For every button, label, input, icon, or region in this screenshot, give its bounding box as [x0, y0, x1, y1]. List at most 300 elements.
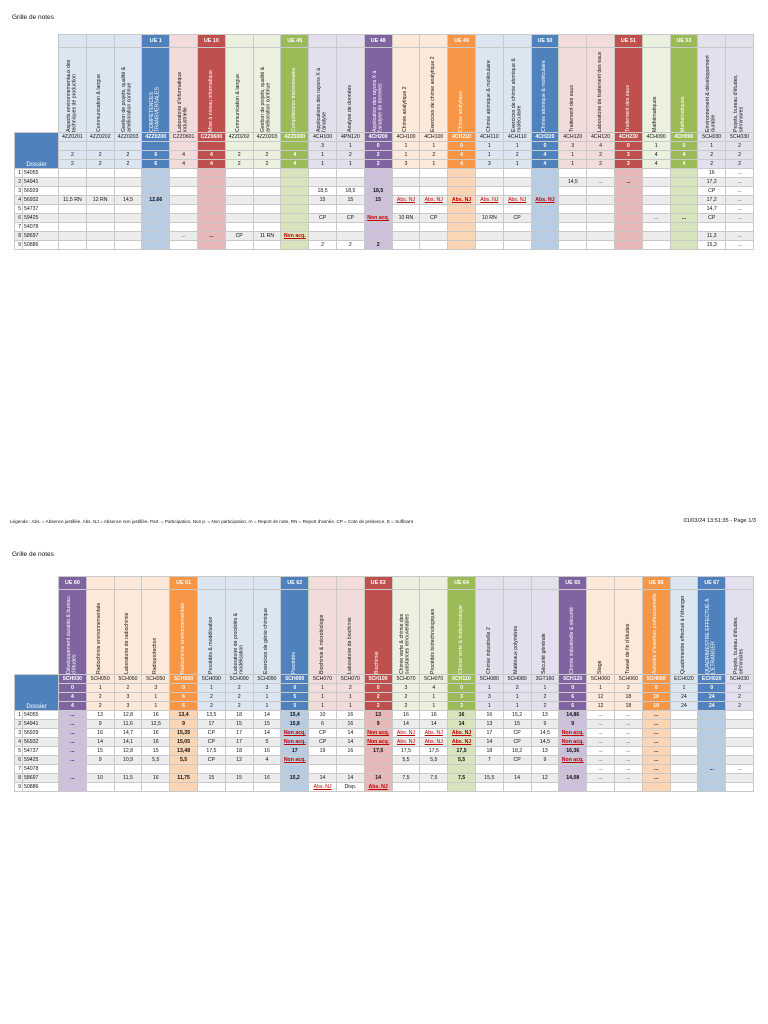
grade-cell — [197, 205, 225, 214]
meta-cell: 5CH070 — [336, 675, 364, 684]
grade-cell — [614, 232, 642, 241]
grade-cell — [698, 783, 726, 792]
meta-cell: 3 — [475, 693, 503, 702]
grade-cell: 9 — [86, 720, 114, 729]
meta-cell — [170, 142, 198, 151]
grade-cell: ... — [642, 214, 670, 223]
meta-cell: 4CH110 — [503, 133, 531, 142]
meta-cell: 4ZZ0201 — [59, 133, 87, 142]
meta-cell: 4CH230 — [614, 133, 642, 142]
grade-cell: 17,2 — [698, 196, 726, 205]
grade-cell: ... — [670, 214, 698, 223]
ue-header-row — [15, 35, 754, 48]
course-label: Analyse de données — [346, 84, 353, 132]
meta-cell: 2 — [531, 702, 559, 711]
grade-cell — [503, 223, 531, 232]
grade-cell — [698, 729, 726, 738]
grade-cell — [670, 178, 698, 187]
meta-cell: 4PN120 — [336, 133, 364, 142]
grade-cell: 14,86 — [559, 711, 587, 720]
course-label: Gestion de projets, qualité & amélioration continue — [260, 66, 272, 132]
meta-cell: 4 — [642, 160, 670, 169]
grade-cell: 15,3 — [698, 241, 726, 250]
meta-cell — [197, 142, 225, 151]
meta-cell: 1 — [336, 142, 364, 151]
meta-cell: ECH020 — [670, 675, 698, 684]
table-row — [15, 720, 754, 729]
grade-cell — [59, 241, 87, 250]
course-name — [225, 48, 253, 133]
grade-cell — [559, 223, 587, 232]
grade-cell — [197, 783, 225, 792]
grade-cell — [448, 169, 476, 178]
meta-cell: 2 — [197, 693, 225, 702]
grade-cell: 17,5 — [197, 747, 225, 756]
grade-cell — [503, 205, 531, 214]
dossier-id: 54941 — [23, 720, 59, 729]
grade-cell — [86, 187, 114, 196]
course-name — [392, 48, 420, 133]
ue-header — [392, 577, 420, 590]
grade-cell — [698, 720, 726, 729]
dossier-id: 54055 — [23, 169, 59, 178]
grade-cell — [726, 774, 754, 783]
grade-cell: 16 — [420, 711, 448, 720]
grade-cell — [587, 783, 615, 792]
course-name — [281, 590, 309, 675]
ue-header: UE 64 — [448, 577, 476, 590]
grade-cell: 16,36 — [559, 747, 587, 756]
meta-cell: 2 — [86, 160, 114, 169]
course-label: Exercices de génie chimique — [263, 607, 270, 674]
grade-cell: ... — [642, 765, 670, 774]
meta-cell: 0 — [59, 684, 87, 693]
grade-cell: 9 — [559, 720, 587, 729]
meta-cell: 5CH030 — [726, 133, 754, 142]
grade-cell: ... — [59, 711, 87, 720]
grade-cell: ... — [642, 756, 670, 765]
grade-cell — [142, 783, 170, 792]
meta-cell: 4 — [59, 693, 87, 702]
meta-cell: 0 — [698, 684, 726, 693]
meta-cell: 2 — [86, 702, 114, 711]
grade-cell: 15 — [253, 720, 281, 729]
course-name — [253, 48, 281, 133]
dossier-id: 50886 — [23, 783, 59, 792]
grade-cell — [86, 205, 114, 214]
meta-cell: 1 — [475, 684, 503, 693]
meta-cell: 5CH050 — [86, 675, 114, 684]
grade-cell — [448, 783, 476, 792]
course-name — [420, 590, 448, 675]
grade-cell: 11,6 — [114, 720, 142, 729]
course-name — [364, 48, 392, 133]
grade-cell — [309, 756, 337, 765]
row-index: 9 — [15, 783, 23, 792]
meta-cell: 0 — [448, 684, 476, 693]
grade-cell — [420, 241, 448, 250]
grade-cell: ... — [587, 711, 615, 720]
table-row — [15, 241, 754, 250]
grade-cell — [309, 169, 337, 178]
meta-cell: 1 — [392, 151, 420, 160]
meta-cell: 1 — [253, 702, 281, 711]
grade-cell: ... — [59, 720, 87, 729]
meta-cell: 2 — [364, 151, 392, 160]
grade-cell — [197, 196, 225, 205]
grade-cell: 11,75 — [170, 774, 198, 783]
grade-cell — [142, 178, 170, 187]
meta-cell: 5CH050 — [142, 675, 170, 684]
grade-cell: 15,2 — [281, 774, 309, 783]
grade-cell — [587, 205, 615, 214]
meta-cell: 18 — [614, 693, 642, 702]
meta-cell: 2 — [225, 693, 253, 702]
grade-cell — [475, 223, 503, 232]
meta-cell: 1 — [336, 702, 364, 711]
course-label: Gestion de projets, qualité & amélioration continue — [121, 66, 133, 132]
grade-cell: 14,1 — [114, 738, 142, 747]
dossier-id: 54737 — [23, 205, 59, 214]
grade-cell — [281, 223, 309, 232]
course-name — [309, 590, 337, 675]
course-label: Chimie analytique 2 — [402, 86, 409, 132]
grade-cell — [503, 187, 531, 196]
ue-header — [392, 35, 420, 48]
course-label: Projets, bureau d'études, séminaires — [732, 74, 745, 132]
grade-cell — [364, 205, 392, 214]
meta-cell — [59, 142, 87, 151]
meta-cell: CZZ0600 — [197, 133, 225, 142]
grade-cell — [614, 241, 642, 250]
meta-cell: 12 — [587, 702, 615, 711]
table-row — [15, 729, 754, 738]
grade-cell — [142, 214, 170, 223]
grade-cell: 15 — [197, 774, 225, 783]
row-index: 6 — [15, 756, 23, 765]
meta-cell: 2 — [114, 684, 142, 693]
meta-cell: 0 — [448, 142, 476, 151]
table-title: Sciences de l'Ingénie ur industri el Orientat ion — [15, 35, 59, 133]
grade-cell: ... — [59, 729, 87, 738]
grade-cell: ... — [726, 765, 754, 774]
grade-cell: ... — [726, 169, 754, 178]
grade-cell: 15 — [364, 196, 392, 205]
meta-cell: 3 — [448, 693, 476, 702]
meta-cell: 4CH120 — [559, 133, 587, 142]
meta-cell: 4 — [670, 160, 698, 169]
grade-cell: 10 — [309, 711, 337, 720]
grade-cell — [59, 232, 87, 241]
course-label: Chimie verte & chimie des substances renouvelables — [399, 613, 411, 674]
course-name — [531, 590, 559, 675]
meta-cell: 5CH090 — [281, 675, 309, 684]
meta-cell: 1 — [392, 142, 420, 151]
meta-cell: 4ZZ0202 — [225, 133, 253, 142]
grade-cell: 11 RN — [253, 232, 281, 241]
ue-header — [225, 35, 253, 48]
meta-cell: 12 — [587, 693, 615, 702]
grade-cell — [698, 756, 726, 765]
meta-cell: 24 — [698, 702, 726, 711]
grade-cell: 14,08 — [559, 774, 587, 783]
course-name — [225, 590, 253, 675]
meta-cell: 1 — [642, 142, 670, 151]
table-row — [15, 169, 754, 178]
grade-cell: Abs. NJ — [392, 738, 420, 747]
grade-cell — [197, 169, 225, 178]
course-name — [253, 590, 281, 675]
grade-cell: 16 — [253, 774, 281, 783]
table-row — [15, 774, 754, 783]
ue-header — [336, 35, 364, 48]
meta-cell: 2 — [59, 151, 87, 160]
meta-cell: 10 — [642, 693, 670, 702]
grade-cell: 17 — [225, 729, 253, 738]
course-name — [559, 48, 587, 133]
grade-cell: 14,5 — [531, 729, 559, 738]
meta-cell: 4CH210 — [448, 133, 476, 142]
meta-cell: 1 — [142, 693, 170, 702]
grade-cell — [281, 187, 309, 196]
meta-cell: 4ZZ0203 — [253, 133, 281, 142]
course-name — [503, 48, 531, 133]
meta-cell — [114, 142, 142, 151]
grade-cell — [503, 232, 531, 241]
grade-cell: ... — [587, 765, 615, 774]
grade-cell — [587, 196, 615, 205]
grade-cell: 10 RN — [392, 214, 420, 223]
grade-cell — [59, 178, 87, 187]
meta-cell: 4CH100 — [392, 133, 420, 142]
ue-header — [531, 577, 559, 590]
meta-cell: 2 — [587, 151, 615, 160]
grade-cell: Abs. NJ — [448, 196, 476, 205]
grade-cell — [309, 205, 337, 214]
grade-cell: 12 — [225, 756, 253, 765]
grade-cell — [559, 205, 587, 214]
course-label: COMPÉTENCES TRANSVERSALES — [149, 87, 161, 132]
grade-cell: 12,5 — [142, 720, 170, 729]
table-row — [15, 205, 754, 214]
course-label: Traitement des eaux — [568, 84, 575, 132]
meta-cell: 0 — [614, 142, 642, 151]
grade-cell — [59, 187, 87, 196]
grade-cell: ... — [587, 720, 615, 729]
grade-cell — [114, 205, 142, 214]
meta-cell — [142, 142, 170, 151]
meta-cell: 1 — [531, 684, 559, 693]
course-label: Quadrimestre effectué à l'étranger — [680, 595, 687, 674]
meta-cell: 4ZZ0300 — [281, 133, 309, 142]
meta-cell: 2 — [726, 160, 754, 169]
course-name — [642, 590, 670, 675]
meta-cell: 4CH200 — [364, 133, 392, 142]
page-title: Grille de notes — [12, 14, 54, 21]
course-name — [336, 48, 364, 133]
course-label: Laboratoire de traitement des eaux — [596, 51, 603, 132]
meta-cell: 2 — [392, 693, 420, 702]
grade-cell — [86, 214, 114, 223]
meta-cell: 4 — [197, 151, 225, 160]
meta-cell: 4 — [642, 151, 670, 160]
ue-header — [197, 577, 225, 590]
grade-cell — [642, 232, 670, 241]
meta-cell: 2 — [225, 151, 253, 160]
course-name — [86, 48, 114, 133]
dossier-id: 54078 — [23, 765, 59, 774]
grade-cell: CP — [225, 232, 253, 241]
course-name — [170, 590, 198, 675]
grade-cell — [281, 205, 309, 214]
meta-cell: 2 — [614, 684, 642, 693]
grade-cell — [142, 205, 170, 214]
grade-cell: ... — [587, 747, 615, 756]
grade-cell: 7,5 — [392, 774, 420, 783]
grade-cell — [698, 747, 726, 756]
row-index: 7 — [15, 765, 23, 774]
dossier-id: 54737 — [23, 747, 59, 756]
grade-cell — [698, 223, 726, 232]
grade-cell — [670, 205, 698, 214]
meta-cell: 2 — [225, 702, 253, 711]
grade-cell: 7,5 — [448, 774, 476, 783]
meta-cell: 1 — [559, 160, 587, 169]
grade-cell: 16 — [86, 729, 114, 738]
meta-cell: 5CH090 — [197, 675, 225, 684]
row-index: 6 — [15, 214, 23, 223]
grade-cell — [670, 774, 698, 783]
grade-cell: 16 — [392, 711, 420, 720]
grade-cell — [531, 169, 559, 178]
grade-cell: 12 RN — [86, 196, 114, 205]
grade-cell: ... — [726, 187, 754, 196]
meta-row-codes — [15, 675, 754, 684]
grade-cell: ... — [642, 711, 670, 720]
grade-cell: 12,8 — [114, 747, 142, 756]
row-index: 2 — [15, 720, 23, 729]
course-name — [670, 48, 698, 133]
grade-cell: 12,8 — [114, 711, 142, 720]
grade-cell: ... — [587, 729, 615, 738]
grade-cell — [420, 232, 448, 241]
course-label: Mathématiques — [680, 96, 687, 132]
grade-cell — [448, 765, 476, 774]
course-label: Développement durable & bureau d'études — [65, 596, 78, 674]
grade-cell — [531, 205, 559, 214]
dossier-id: 56929 — [23, 187, 59, 196]
grade-cell — [587, 241, 615, 250]
course-name — [114, 48, 142, 133]
ue-header: UE 63 — [364, 577, 392, 590]
meta-cell: 5CH080 — [475, 675, 503, 684]
grade-cell: 18,2 — [503, 747, 531, 756]
meta-cell: 5CH100 — [364, 675, 392, 684]
grade-cell — [614, 783, 642, 792]
grade-cell — [86, 223, 114, 232]
grade-cell — [86, 783, 114, 792]
grade-cell — [448, 178, 476, 187]
meta-cell: 1 — [86, 684, 114, 693]
meta-cell: 5CH050 — [170, 675, 198, 684]
grade-cell: 15,2 — [503, 711, 531, 720]
table-title: Sciences de l'Ingénie ur industri el Orientat ion — [15, 577, 59, 675]
meta-cell: 4 — [531, 151, 559, 160]
course-name — [392, 590, 420, 675]
grade-cell — [114, 241, 142, 250]
grade-cell: 14 — [475, 738, 503, 747]
grade-cell — [281, 765, 309, 774]
meta-cell: 2 — [726, 702, 754, 711]
meta-cell: 4 — [59, 702, 87, 711]
table-row — [15, 747, 754, 756]
grade-cell — [142, 765, 170, 774]
grade-cell: ... — [614, 756, 642, 765]
meta-cell: 4ZZ0200 — [142, 133, 170, 142]
meta-cell: 3 — [614, 160, 642, 169]
grade-cell: CP — [197, 756, 225, 765]
grade-cell — [142, 232, 170, 241]
meta-cell: 2 — [698, 160, 726, 169]
grade-cell — [86, 765, 114, 774]
grade-cell — [281, 783, 309, 792]
dossier-id: 58697 — [23, 232, 59, 241]
course-label: Mathématiques — [652, 96, 659, 132]
ue-header — [475, 577, 503, 590]
grade-cell — [559, 241, 587, 250]
ue-header — [86, 35, 114, 48]
meta-cell: 1 — [475, 151, 503, 160]
ue-header — [475, 35, 503, 48]
grade-cell — [448, 214, 476, 223]
grade-cell — [726, 747, 754, 756]
course-name — [614, 48, 642, 133]
grade-cell: CP — [503, 214, 531, 223]
grade-cell — [170, 783, 198, 792]
ue-header — [59, 35, 87, 48]
grade-cell — [253, 783, 281, 792]
grade-cell: 16 — [336, 711, 364, 720]
course-name — [642, 48, 670, 133]
meta-cell: 2 — [726, 142, 754, 151]
grade-cell — [281, 214, 309, 223]
row-index: 8 — [15, 774, 23, 783]
grade-cell: ... — [726, 232, 754, 241]
meta-cell: 1 — [253, 693, 281, 702]
grade-cell: 17,2 — [698, 178, 726, 187]
grade-cell: 14 — [420, 720, 448, 729]
grade-cell: Abs. NJ — [392, 729, 420, 738]
meta-cell: 1 — [309, 693, 337, 702]
grade-cell — [114, 223, 142, 232]
course-label: Radiochimie environnementale — [96, 602, 103, 674]
meta-cell: 2 — [197, 702, 225, 711]
ue-header: UE 45 — [281, 35, 309, 48]
meta-cell — [281, 142, 309, 151]
grade-cell: ... — [59, 738, 87, 747]
meta-cell: 4 — [170, 160, 198, 169]
meta-cell: 2 — [531, 693, 559, 702]
grade-cell: 18,5 — [309, 187, 337, 196]
grade-cell: ... — [614, 765, 642, 774]
grade-cell: 9 — [531, 720, 559, 729]
meta-cell: 1 — [559, 151, 587, 160]
meta-cell: 4 — [281, 160, 309, 169]
grade-cell — [475, 169, 503, 178]
table-row — [15, 223, 754, 232]
grade-cell: 9 — [170, 720, 198, 729]
course-name — [197, 590, 225, 675]
